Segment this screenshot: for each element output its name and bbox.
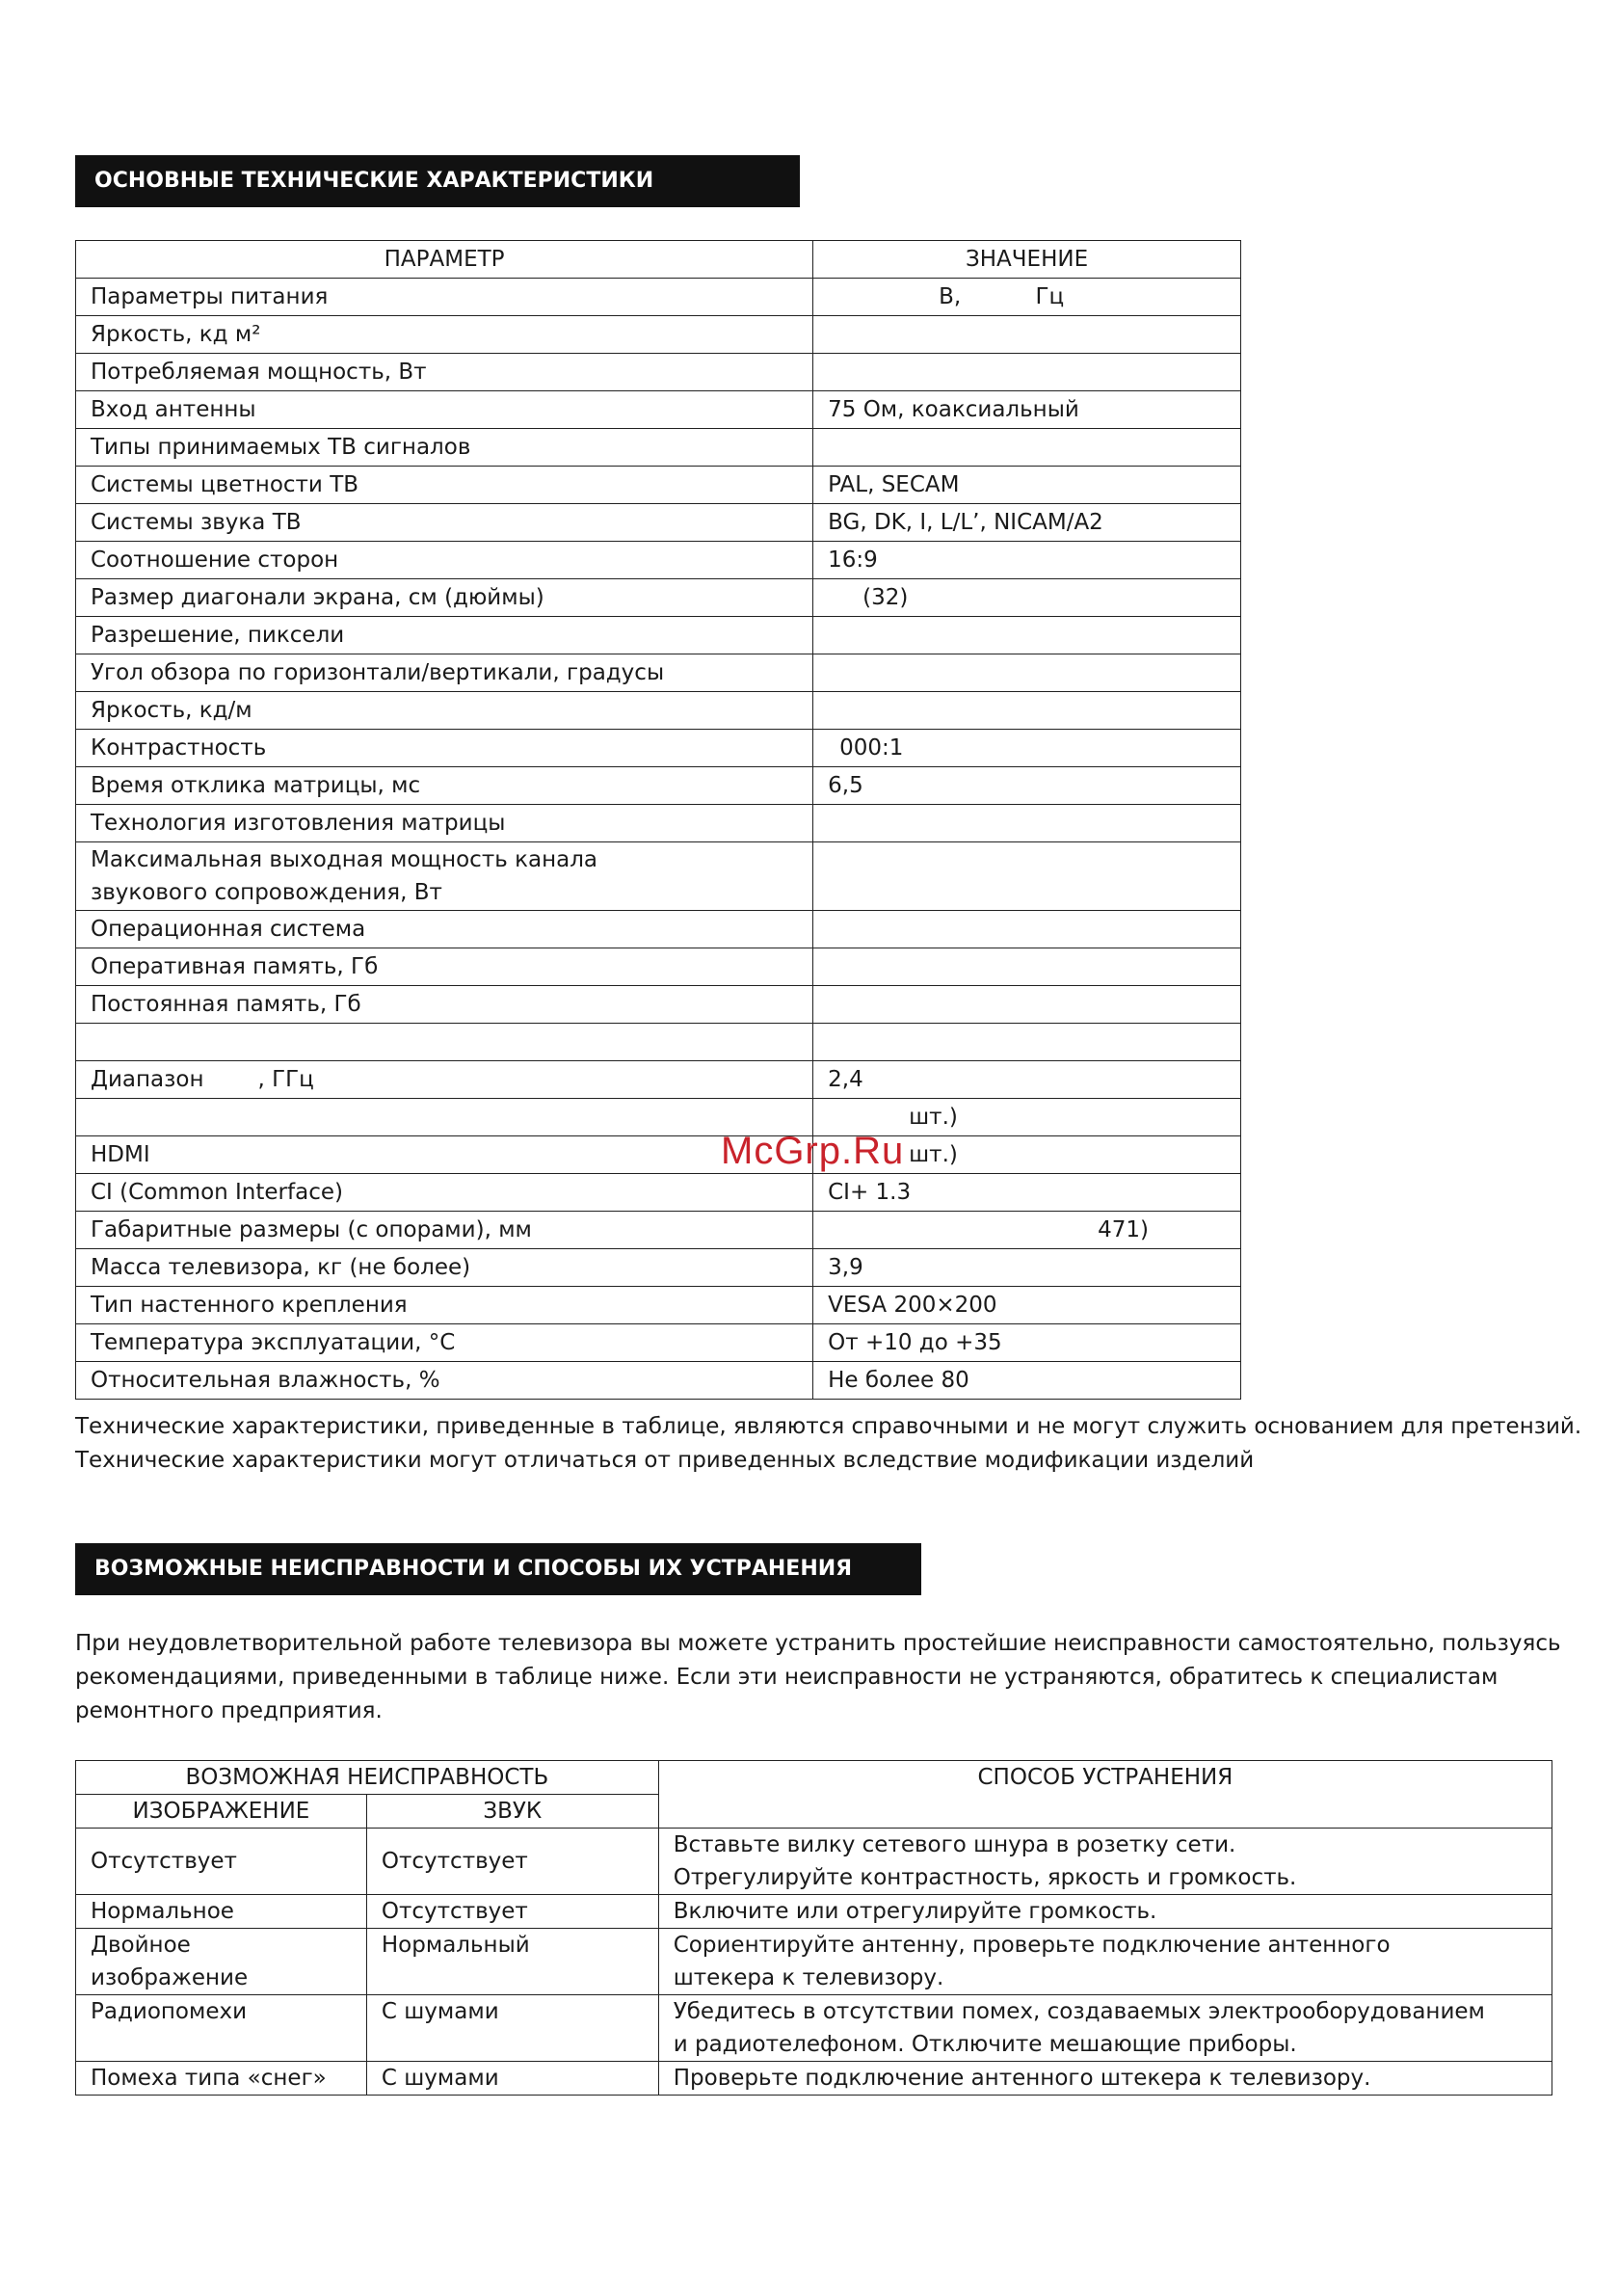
row-label: Вход антенны	[76, 391, 813, 429]
faults-table	[75, 1760, 1552, 2096]
diagonal-value: (32)	[862, 585, 909, 610]
table-header-row	[76, 1761, 1552, 1795]
row-value	[813, 948, 1241, 986]
row-value: PAL, SECAM	[813, 467, 1241, 504]
row-label: Яркость, кд/м	[76, 692, 813, 730]
table-row	[76, 1929, 1552, 1995]
fault-fix: Проверьте подключение антенного штекера к телевизору.	[658, 2062, 1552, 2096]
row-value: Не более 80	[813, 1362, 1241, 1400]
table-row	[76, 1249, 1241, 1287]
fault-sound: Отсутствует	[366, 1829, 658, 1895]
fault-image: Радиопомехи	[76, 1995, 367, 2062]
table-row	[76, 1212, 1241, 1249]
table-row	[76, 986, 1241, 1024]
specs-note-line: Технические характеристики могут отличаться от приведенных вследствие модификации изделий	[75, 1448, 1255, 1473]
column-header-param: ПАРАМЕТР	[76, 241, 813, 279]
table-row	[76, 617, 1241, 654]
row-label: CI (Common Interface)	[76, 1174, 813, 1212]
row-value: CI+ 1.3	[813, 1174, 1241, 1212]
row-label: Контрастность	[76, 730, 813, 767]
row-label: Типы принимаемых ТВ сигналов	[76, 429, 813, 467]
fault-image: Нормальное	[76, 1895, 367, 1929]
hdmi-value: шт.)	[909, 1142, 958, 1167]
fault-image-line: изображение	[91, 1965, 249, 1990]
row-label-line: Максимальная выходная мощность канала	[91, 847, 598, 872]
table-row	[76, 467, 1241, 504]
watermark: McGrp.Ru	[721, 1130, 905, 1172]
row-value	[813, 730, 1241, 767]
fault-image	[76, 1929, 367, 1995]
table-row	[76, 805, 1241, 842]
row-label: Тип настенного крепления	[76, 1287, 813, 1324]
row-label: Соотношение сторон	[76, 542, 813, 579]
band-label: Диапазон	[91, 1067, 204, 1092]
row-label: Параметры питания	[76, 279, 813, 316]
row-label: Угол обзора по горизонтали/вертикали, градусы	[76, 654, 813, 692]
dimensions-value: 471)	[1098, 1217, 1149, 1242]
table-row	[76, 316, 1241, 354]
row-label: Масса телевизора, кг (не более)	[76, 1249, 813, 1287]
fault-sound: Отсутствует	[366, 1895, 658, 1929]
row-value	[813, 354, 1241, 391]
column-header-value: ЗНАЧЕНИЕ	[813, 241, 1241, 279]
fault-image-line: Двойное	[91, 1933, 191, 1958]
row-value	[813, 911, 1241, 948]
table-row	[76, 842, 1241, 911]
fault-sound: С шумами	[366, 1995, 658, 2062]
fault-fix: Включите или отрегулируйте громкость.	[658, 1895, 1552, 1929]
row-label: Размер диагонали экрана, см (дюймы)	[76, 579, 813, 617]
table-row	[76, 1324, 1241, 1362]
row-value	[813, 1024, 1241, 1061]
fault-fix	[658, 1829, 1552, 1895]
table-row	[76, 1287, 1241, 1324]
table-row	[76, 1136, 1241, 1174]
table-row	[76, 1995, 1552, 2062]
row-value: 3,9	[813, 1249, 1241, 1287]
column-header-sound: ЗВУК	[366, 1795, 658, 1829]
fix-line: Отрегулируйте контрастность, яркость и громкость.	[673, 1865, 1297, 1890]
row-label-line: звукового сопровождения, Вт	[91, 880, 442, 905]
table-row	[76, 2062, 1552, 2096]
row-value: 2,4	[813, 1061, 1241, 1099]
band-unit: , ГГц	[257, 1067, 314, 1092]
table-row	[76, 692, 1241, 730]
intro-line: При неудовлетворительной работе телевизора вы можете устранить простейшие неисправности самостоятельно, пользуясь	[75, 1631, 1561, 1656]
table-row	[76, 767, 1241, 805]
table-row	[76, 948, 1241, 986]
usb-value: шт.)	[909, 1105, 958, 1130]
row-value	[813, 654, 1241, 692]
table-row	[76, 1362, 1241, 1400]
voltage-unit: В,	[939, 284, 962, 309]
row-value	[813, 579, 1241, 617]
column-header-image: ИЗОБРАЖЕНИЕ	[76, 1795, 367, 1829]
intro-line: ремонтного предприятия.	[75, 1698, 383, 1723]
row-label: Потребляемая мощность, Вт	[76, 354, 813, 391]
table-row	[76, 542, 1241, 579]
fix-line: и радиотелефоном. Отключите мешающие приборы.	[673, 2032, 1297, 2057]
table-row	[76, 429, 1241, 467]
column-header-fault: ВОЗМОЖНАЯ НЕИСПРАВНОСТЬ	[76, 1761, 659, 1795]
row-value	[813, 279, 1241, 316]
row-label: Разрешение, пиксели	[76, 617, 813, 654]
table-row	[76, 579, 1241, 617]
row-label	[76, 1061, 813, 1099]
frequency-unit: Гц	[1035, 284, 1065, 309]
table-row	[76, 1061, 1241, 1099]
table-row	[76, 730, 1241, 767]
row-value	[813, 842, 1241, 911]
row-label: Системы звука ТВ	[76, 504, 813, 542]
row-value: 6,5	[813, 767, 1241, 805]
row-value: BG, DK, I, L/L’, NICAM/A2	[813, 504, 1241, 542]
specs-note-line: Технические характеристики, приведенные в таблице, являются справочными и не могут служить основанием для претензий.	[75, 1414, 1582, 1439]
fault-fix	[658, 1929, 1552, 1995]
row-label: Относительная влажность, %	[76, 1362, 813, 1400]
row-value: VESA 200×200	[813, 1287, 1241, 1324]
row-label	[76, 1099, 813, 1136]
intro-line: рекомендациями, приведенными в таблице ниже. Если эти неисправности не устраняются, обратитесь к специалистам	[75, 1665, 1499, 1690]
row-value	[813, 805, 1241, 842]
row-value	[813, 1212, 1241, 1249]
fix-line: Сориентируйте антенну, проверьте подключение антенного	[673, 1933, 1391, 1958]
row-label: HDMI	[76, 1136, 813, 1174]
fault-image: Отсутствует	[76, 1829, 367, 1895]
row-label: Температура эксплуатации, °C	[76, 1324, 813, 1362]
row-value: От +10 до +35	[813, 1324, 1241, 1362]
fix-line: штекера к телевизору.	[673, 1965, 944, 1990]
table-row	[76, 391, 1241, 429]
row-label	[76, 1024, 813, 1061]
fix-line: Вставьте вилку сетевого шнура в розетку сети.	[673, 1832, 1236, 1857]
table-row	[76, 354, 1241, 391]
row-value	[813, 692, 1241, 730]
fault-sound: Нормальный	[366, 1929, 658, 1995]
row-value	[813, 617, 1241, 654]
contrast-value: 000:1	[839, 735, 904, 761]
row-label: Оперативная память, Гб	[76, 948, 813, 986]
row-label: Габаритные размеры (с опорами), мм	[76, 1212, 813, 1249]
row-value: 75 Ом, коаксиальный	[813, 391, 1241, 429]
fault-fix	[658, 1995, 1552, 2062]
table-row	[76, 1024, 1241, 1061]
fault-image: Помеха типа «снег»	[76, 2062, 367, 2096]
table-row	[76, 911, 1241, 948]
table-row	[76, 504, 1241, 542]
row-label: Операционная система	[76, 911, 813, 948]
section-title-specs: ОСНОВНЫЕ ТЕХНИЧЕСКИЕ ХАРАКТЕРИСТИКИ	[75, 155, 800, 207]
fault-sound: С шумами	[366, 2062, 658, 2096]
table-row	[76, 1099, 1241, 1136]
row-value	[813, 316, 1241, 354]
section-title-faults: ВОЗМОЖНЫЕ НЕИСПРАВНОСТИ И СПОСОБЫ ИХ УСТРАНЕНИЯ	[75, 1543, 921, 1595]
column-header-fix: СПОСОБ УСТРАНЕНИЯ	[658, 1761, 1552, 1829]
table-header-row	[76, 241, 1241, 279]
row-value: 16:9	[813, 542, 1241, 579]
fix-line: Убедитесь в отсутствии помех, создаваемых электрооборудованием	[673, 1999, 1485, 2024]
table-row	[76, 279, 1241, 316]
row-label	[76, 842, 813, 911]
table-row	[76, 1829, 1552, 1895]
row-label: Яркость, кд м²	[76, 316, 813, 354]
row-label: Технология изготовления матрицы	[76, 805, 813, 842]
row-label: Постоянная память, Гб	[76, 986, 813, 1024]
row-label: Системы цветности ТВ	[76, 467, 813, 504]
specs-table	[75, 240, 1241, 1400]
row-value	[813, 429, 1241, 467]
row-value	[813, 986, 1241, 1024]
table-row	[76, 654, 1241, 692]
table-row	[76, 1895, 1552, 1929]
table-row	[76, 1174, 1241, 1212]
row-label: Время отклика матрицы, мс	[76, 767, 813, 805]
